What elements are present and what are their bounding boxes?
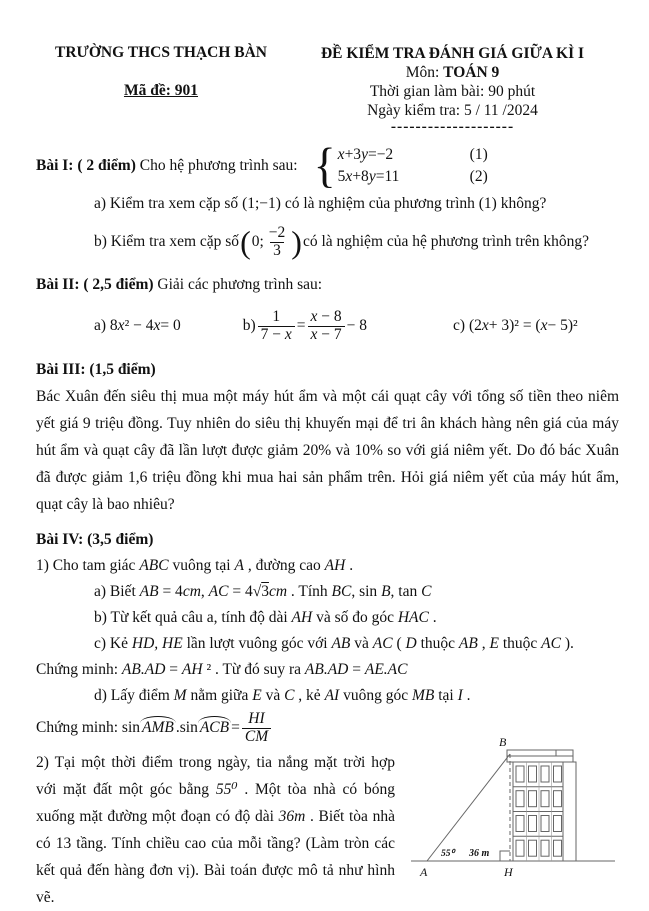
- fraction-1-numerator: 1: [272, 307, 281, 325]
- pair-first-value: 0;: [251, 233, 264, 250]
- header-right: [286, 44, 619, 134]
- system-equation-2-number: (2): [469, 168, 488, 185]
- system-equation-2: 5x+8y=11: [337, 168, 400, 185]
- proof-equals: =: [231, 719, 240, 736]
- problem-3-label: Bài III: (1,5 điểm): [36, 361, 156, 378]
- system-equation-1: x+3y=−2: [337, 146, 394, 163]
- fraction-2-denominator: x − 7: [308, 326, 345, 344]
- problem-4c-proof: Chứng minh: AB.AD = AH ² . Từ đó suy ra AB.AD = AE.AC: [36, 661, 408, 678]
- right-angle-mark: [500, 851, 510, 861]
- pair-fraction: [266, 225, 289, 259]
- problem-1b: [36, 221, 619, 263]
- problem-4-label: Bài IV: (3,5 điểm): [36, 531, 154, 548]
- proof-mid: .sin: [175, 719, 198, 736]
- point-B-label: B: [499, 735, 507, 749]
- problem-3: [36, 356, 619, 518]
- distance-label: 36 m: [469, 848, 490, 859]
- subject-prefix: Môn:: [405, 64, 444, 81]
- problem-1b-text: b) Kiểm tra xem cặp số: [94, 233, 240, 250]
- problem-2-equations: [36, 304, 619, 348]
- header-left: [36, 44, 286, 134]
- problem-1a: a) Kiểm tra xem cặp số (1;−1) có là nghiệm của phương trình (1) không?: [94, 195, 547, 212]
- problem-3-text: Bác Xuân đến siêu thị mua một máy hút ẩm và một cái quạt cây với tổng số tiền theo niêm yết giá 9 triệu đồng. Tuy nhiên do siêu thị khuyến mại để tri ân khách hàng nên giá của máy hút ẩm và quạt cây đã lần lượt được giảm 20% và 10% so với giá niêm yết. Do đó bác Xuân đã được giảm 1,6 triệu đồng khi mua hai sản phẩm trên. Hỏi giá niêm yết của máy hút ẩm, quạt cây là bao nhiêu?: [36, 388, 619, 513]
- header: [36, 44, 619, 134]
- proof-fraction-numerator: HI: [248, 709, 265, 727]
- proof-prefix: Chứng minh: sin: [36, 719, 140, 736]
- system-equation-2-row: [338, 166, 488, 188]
- equation-system: [313, 138, 488, 193]
- problem-4b: b) Từ kết quả câu a, tính độ dài AH và số đo góc HAC .: [94, 609, 437, 626]
- problem-1b-text-end: có là nghiệm của hệ phương trình trên không?: [302, 233, 589, 250]
- problem-1-heading: [36, 157, 298, 175]
- left-paren: (: [240, 224, 251, 260]
- proof-fraction: [242, 711, 271, 745]
- fraction-2-numerator: x − 8: [310, 307, 342, 325]
- fraction-denominator: 3: [270, 242, 284, 260]
- angle-AMB: AMB: [142, 719, 174, 736]
- problem-4-part1: 1) Cho tam giác ABC vuông tại A , đường cao AH .: [36, 557, 354, 574]
- sun-ray-line: [427, 754, 510, 861]
- duration-line: Thời gian làm bài: 90 phút: [369, 83, 536, 100]
- equation-2b-label: b): [242, 317, 256, 334]
- exam-code: Mã đề: 901: [123, 82, 199, 99]
- system-brace: {: [313, 138, 336, 193]
- problem-2: [36, 271, 619, 348]
- fraction-1-denominator: 7 − x: [258, 326, 295, 344]
- header-divider: --------------------: [390, 118, 515, 135]
- equation-2c: c) (2 x + 3)² = ( x − 5)²: [453, 317, 578, 334]
- system-equation-1-number: (1): [469, 146, 488, 163]
- problem-2-label: Bài II: ( 2,5 điểm): [36, 276, 154, 293]
- equation-2b-tail: − 8: [346, 317, 368, 334]
- problem-1-intro-row: [36, 138, 619, 193]
- problem-4a: a) Biết AB = 4cm, AC = 4√3cm . Tính BC, sin B, tan C: [94, 583, 432, 600]
- problem-2-intro: Giải các phương trình sau:: [153, 276, 323, 293]
- problem-4-part2-text: 2) Tại một thời điểm trong ngày, tia nắng mặt trời hợp với mặt đất một góc bằng 55⁰ . Một tòa nhà có bóng xuống mặt đường một đoạn có độ dài 36m . Biết tòa nhà có 13 tầng. Tính chiều cao của mỗi tầng? (Làm tròn các kết quả đến hàng đơn vị). Bài toán được mô tả như hình vẽ.: [36, 754, 395, 906]
- building-side: [563, 762, 576, 861]
- problem-4c: c) Kẻ HD, HE lần lượt vuông góc với AB và AC ( D thuộc AB , E thuộc AC ).: [94, 635, 574, 652]
- equation-2a: a) 8 x ² − 4 x = 0: [94, 317, 181, 334]
- fraction-1: [258, 309, 295, 343]
- problem-1-label: Bài I: ( 2 điểm): [36, 157, 136, 174]
- problem-1: [36, 138, 619, 263]
- problem-2-heading: [36, 271, 619, 298]
- subject-line: [286, 63, 619, 82]
- fraction-numerator: −2: [268, 223, 286, 241]
- exam-title: ĐỀ KIỂM TRA ĐÁNH GIÁ GIỮA KÌ I: [320, 45, 585, 62]
- school-name: TRƯỜNG THCS THẠCH BÀN: [54, 44, 267, 61]
- angle-ACB: ACB: [199, 719, 230, 736]
- point-A-label: A: [420, 865, 428, 879]
- fraction-2: [308, 309, 345, 343]
- angle-label: 55⁰: [441, 849, 455, 859]
- right-paren: ): [291, 224, 302, 260]
- subject-name: TOÁN 9: [443, 64, 500, 81]
- building-figure-svg: [405, 725, 623, 885]
- problem-4: [36, 526, 619, 911]
- equals-sign: =: [296, 317, 306, 334]
- point-H-label: H: [504, 865, 513, 879]
- system-equation-1-row: [338, 144, 488, 166]
- date-line: Ngày kiểm tra: 5 / 11 /2024: [367, 102, 538, 119]
- building-figure: [405, 725, 623, 885]
- proof-fraction-denominator: CM: [242, 728, 271, 746]
- equation-2b: [243, 309, 367, 343]
- problem-1-intro: Cho hệ phương trình sau:: [135, 157, 298, 174]
- problem-4-part2: [36, 735, 619, 911]
- problem-4d: d) Lấy điểm M nằm giữa E và C , kẻ AI vuông góc MB tại I .: [94, 687, 471, 704]
